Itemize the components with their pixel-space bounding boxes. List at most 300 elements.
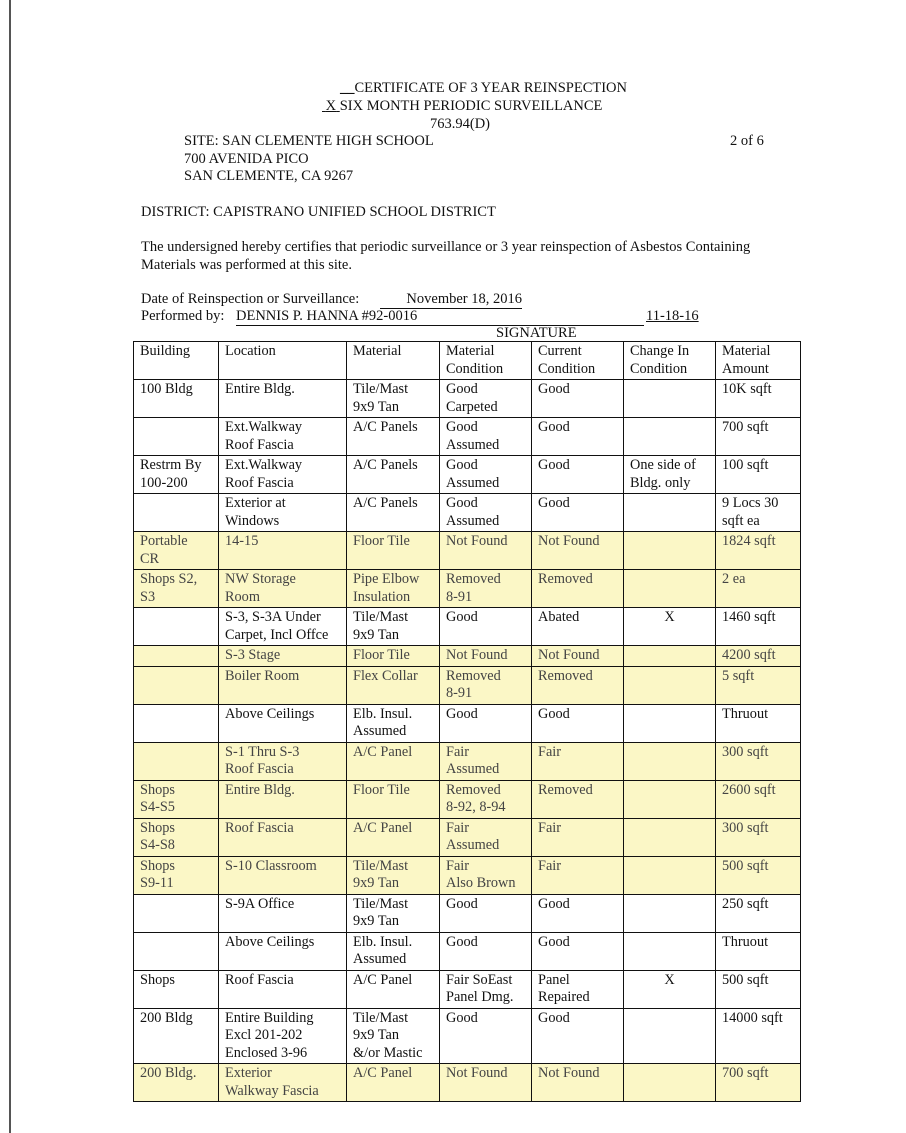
cell-building — [134, 666, 219, 704]
cell-text: Current — [538, 343, 582, 359]
cell-text: Not Found — [446, 533, 508, 549]
cell-text: Removed — [538, 667, 593, 684]
table-row — [134, 818, 801, 856]
cell-material — [347, 818, 440, 856]
certification-statement: The undersigned hereby certifies that periodic surveillance or 3 year reinspection of Asbestos Containing Materials was performed at this site. — [141, 239, 751, 273]
cell-material-condition — [440, 932, 532, 970]
column-header-change-in-condition — [624, 342, 716, 380]
cell-material — [347, 780, 440, 818]
cell-text: 4200 sqft — [722, 647, 776, 663]
cell-location — [219, 742, 347, 780]
cell-text: Fair — [446, 819, 470, 836]
cell-building — [134, 380, 219, 418]
cell-text: 100 Bldg — [140, 381, 193, 397]
table-row — [134, 646, 801, 667]
table-row — [134, 856, 801, 894]
cell-text: Good — [538, 457, 570, 473]
cell-material-amount — [716, 856, 801, 894]
cell-location — [219, 932, 347, 970]
cell-material-condition — [440, 380, 532, 418]
cell-change-in-condition — [624, 894, 716, 932]
cell-location — [219, 856, 347, 894]
cell-building — [134, 456, 219, 494]
cell-material-condition — [440, 608, 532, 646]
cell-location — [219, 494, 347, 532]
cell-text: Not Found — [538, 647, 600, 663]
cell-material — [347, 380, 440, 418]
cell-text: Tile/Mast — [353, 1009, 409, 1026]
site-address-line1: 700 AVENIDA PICO — [184, 151, 309, 167]
cell-building — [134, 570, 219, 608]
cell-material — [347, 742, 440, 780]
cell-text: Removed — [446, 571, 501, 587]
cell-text: sqft ea — [722, 512, 760, 529]
column-header-location — [219, 342, 347, 380]
cell-change-in-condition — [624, 780, 716, 818]
cell-text: Flex Collar — [353, 667, 418, 684]
performed-by-value: DENNIS P. HANNA #92-0016 — [236, 308, 644, 326]
cell-text: Removed — [446, 781, 501, 798]
cell-text: 8-92, 8-94 — [446, 799, 506, 815]
cell-text: 14000 sqft — [722, 1009, 783, 1026]
cell-text: Condition — [538, 360, 596, 377]
page-left-edge — [9, 0, 11, 1133]
cell-text: Good — [446, 495, 478, 511]
cell-text: S4-S8 — [140, 837, 175, 853]
cell-material-condition — [440, 666, 532, 704]
cell-current-condition — [532, 894, 624, 932]
cell-current-condition — [532, 646, 624, 667]
cell-material — [347, 932, 440, 970]
cell-text: Roof Fascia — [225, 819, 294, 836]
cell-building — [134, 532, 219, 570]
cell-text: Entire Bldg. — [225, 381, 295, 397]
cell-text: S-3 Stage — [225, 647, 281, 663]
cell-text: Good — [538, 381, 570, 397]
cell-change-in-condition — [624, 1008, 716, 1064]
cell-material — [347, 532, 440, 570]
table-row — [134, 608, 801, 646]
cell-text: Good — [538, 1009, 570, 1026]
cell-location — [219, 666, 347, 704]
cell-text: Thruout — [722, 705, 769, 722]
cell-text: A/C Panel — [353, 971, 413, 988]
cell-text: Ext.Walkway — [225, 457, 303, 473]
cell-text: Roof Fascia — [225, 971, 294, 988]
cell-building — [134, 780, 219, 818]
cell-building — [134, 970, 219, 1008]
cell-text: Floor Tile — [353, 533, 410, 549]
table-row — [134, 532, 801, 570]
cell-text: Roof Fascia — [225, 761, 294, 777]
cell-current-condition — [532, 666, 624, 704]
table-row — [134, 456, 801, 494]
cell-text: Roof Fascia — [225, 436, 294, 453]
cell-current-condition — [532, 856, 624, 894]
cell-change-in-condition — [624, 932, 716, 970]
cell-text: Shops — [140, 971, 175, 988]
cell-material-amount — [716, 646, 801, 667]
cell-material-condition — [440, 894, 532, 932]
cell-material-condition — [440, 1008, 532, 1064]
cell-text: 9x9 Tan — [353, 626, 399, 643]
cell-material-condition — [440, 856, 532, 894]
cell-text: S-3, S-3A Under — [225, 609, 321, 625]
page-number: 2 of 6 — [730, 133, 764, 149]
inspection-date-value: November 18, 2016 — [380, 291, 522, 309]
cell-text: Material — [722, 343, 771, 359]
cell-text: Assumed — [446, 761, 500, 777]
cell-text: Restrm By — [140, 457, 202, 473]
cell-text: Also Brown — [446, 875, 516, 891]
cell-location — [219, 780, 347, 818]
cell-building — [134, 1008, 219, 1064]
cell-material — [347, 418, 440, 456]
column-header-material — [347, 342, 440, 380]
cell-text: Entire Bldg. — [225, 781, 295, 798]
cell-material-amount — [716, 666, 801, 704]
cell-text: Shops — [140, 857, 175, 874]
cell-text: Fair — [446, 857, 470, 874]
cell-current-condition — [532, 970, 624, 1008]
cell-text: Good — [538, 933, 570, 950]
cell-material — [347, 494, 440, 532]
cell-text: Excl 201-202 — [225, 1027, 303, 1043]
cell-text: S-10 Classroom — [225, 857, 317, 874]
cell-text: 10K sqft — [722, 381, 772, 397]
cell-material-amount — [716, 570, 801, 608]
cell-material — [347, 456, 440, 494]
cell-text: 500 sqft — [722, 971, 769, 988]
cell-text: Boiler Room — [225, 667, 300, 684]
cell-material-condition — [440, 418, 532, 456]
cell-material-condition — [440, 456, 532, 494]
cell-text: 9x9 Tan — [353, 398, 399, 415]
cell-text: Entire Building — [225, 1009, 314, 1026]
cell-text: Good — [538, 495, 570, 511]
cell-building — [134, 894, 219, 932]
certificate-checkbox-blank: __ — [340, 80, 355, 96]
cell-text: Assumed — [446, 474, 500, 491]
cell-building — [134, 932, 219, 970]
cell-building — [134, 818, 219, 856]
cell-material-amount — [716, 380, 801, 418]
cell-text: 100-200 — [140, 474, 188, 491]
cell-text: Fair — [538, 819, 562, 836]
cell-text: 1460 sqft — [722, 609, 776, 625]
cell-current-condition — [532, 380, 624, 418]
table-row — [134, 380, 801, 418]
certificate-title: CERTIFICATE OF 3 YEAR REINSPECTION — [354, 80, 627, 96]
cell-text: Location — [225, 343, 276, 359]
cell-current-condition — [532, 532, 624, 570]
cell-text: Removed — [538, 781, 593, 798]
cell-text: Panel — [538, 971, 570, 988]
cell-material-condition — [440, 570, 532, 608]
cell-material — [347, 1064, 440, 1102]
cell-material-condition — [440, 646, 532, 667]
cell-text: Pipe Elbow — [353, 571, 420, 587]
cell-location — [219, 418, 347, 456]
cell-material — [347, 608, 440, 646]
cell-text: Removed — [538, 571, 593, 587]
cell-text: Thruout — [722, 933, 769, 950]
cell-text: 100 sqft — [722, 457, 769, 473]
cell-material-condition — [440, 494, 532, 532]
cell-current-condition — [532, 932, 624, 970]
surveillance-title: SIX MONTH PERIODIC SURVEILLANCE — [339, 98, 603, 114]
cell-material — [347, 704, 440, 742]
cell-material-amount — [716, 704, 801, 742]
cell-text: 9x9 Tan — [353, 913, 399, 929]
cell-text: 14-15 — [225, 533, 259, 549]
cell-change-in-condition — [624, 856, 716, 894]
cell-material-amount — [716, 742, 801, 780]
cell-text: NW Storage — [225, 571, 296, 587]
cell-text: 300 sqft — [722, 743, 769, 760]
cell-text: 8-91 — [446, 588, 473, 605]
cell-material-condition — [440, 742, 532, 780]
cell-text: A/C Panel — [353, 819, 413, 836]
cell-current-condition — [532, 1064, 624, 1102]
cell-text: Good — [446, 1009, 478, 1026]
cell-location — [219, 818, 347, 856]
cell-current-condition — [532, 742, 624, 780]
cell-text: 250 sqft — [722, 895, 769, 912]
cell-text: Panel Dmg. — [446, 989, 514, 1005]
cell-material-amount — [716, 932, 801, 970]
cell-text: Assumed — [353, 723, 407, 739]
cell-text: Fair — [538, 743, 562, 760]
cell-material — [347, 970, 440, 1008]
cell-current-condition — [532, 418, 624, 456]
cell-current-condition — [532, 818, 624, 856]
cell-current-condition — [532, 780, 624, 818]
cell-material-condition — [440, 780, 532, 818]
cell-location — [219, 646, 347, 667]
cell-text: Fair — [446, 743, 470, 760]
cell-material-amount — [716, 456, 801, 494]
cell-building — [134, 608, 219, 646]
cell-location — [219, 570, 347, 608]
cell-location — [219, 894, 347, 932]
cell-material — [347, 666, 440, 704]
cell-material — [347, 894, 440, 932]
cell-material — [347, 856, 440, 894]
table-row — [134, 570, 801, 608]
cell-text: A/C Panels — [353, 457, 418, 473]
cell-location — [219, 608, 347, 646]
cell-text: S-9A Office — [225, 895, 295, 912]
cell-change-in-condition — [624, 494, 716, 532]
cell-material-amount — [716, 1064, 801, 1102]
cell-text: Portable — [140, 533, 188, 549]
cell-building — [134, 704, 219, 742]
signature-label: SIGNATURE — [496, 325, 577, 341]
cell-location — [219, 532, 347, 570]
cell-text: 200 Bldg — [140, 1009, 193, 1026]
cell-material-amount — [716, 894, 801, 932]
cell-text: Condition — [630, 360, 688, 377]
cell-text: Fair — [538, 857, 562, 874]
cell-text: A/C Panel — [353, 743, 413, 760]
cell-text: Amount — [722, 360, 769, 377]
site-name: SITE: SAN CLEMENTE HIGH SCHOOL — [184, 133, 434, 149]
cell-material — [347, 646, 440, 667]
cell-text: Above Ceilings — [225, 705, 315, 722]
cell-location — [219, 456, 347, 494]
cell-text: 9 Locs 30 — [722, 495, 779, 511]
column-header-material-amount — [716, 342, 801, 380]
cell-text: Good — [446, 609, 478, 625]
cell-material-amount — [716, 532, 801, 570]
cell-change-in-condition — [624, 704, 716, 742]
cell-building — [134, 1064, 219, 1102]
cell-location — [219, 704, 347, 742]
cell-text: Not Found — [446, 1065, 508, 1081]
cell-change-in-condition — [624, 418, 716, 456]
cell-material-amount — [716, 608, 801, 646]
cell-text: Good — [446, 457, 478, 473]
cell-text: Assumed — [446, 512, 500, 529]
cell-text: 8-91 — [446, 685, 473, 701]
cell-text: 200 Bldg. — [140, 1065, 197, 1081]
table-row — [134, 418, 801, 456]
cell-text: Change In — [630, 343, 690, 359]
signature-date: 11-18-16 — [646, 308, 699, 324]
cell-text: Assumed — [446, 837, 500, 853]
cell-material — [347, 1008, 440, 1064]
district-line: DISTRICT: CAPISTRANO UNIFIED SCHOOL DISTRICT — [141, 204, 496, 220]
cell-text: Good — [446, 419, 478, 435]
certificate-line — [340, 80, 627, 97]
cell-change-in-condition — [624, 818, 716, 856]
cell-text: 700 sqft — [722, 419, 769, 435]
cell-text: Carpeted — [446, 398, 498, 415]
cell-text: Enclosed 3-96 — [225, 1044, 308, 1061]
cell-material-amount — [716, 818, 801, 856]
cell-current-condition — [532, 456, 624, 494]
cell-change-in-condition — [624, 646, 716, 667]
cell-material-condition — [440, 970, 532, 1008]
cell-location — [219, 1064, 347, 1102]
cell-change-in-condition — [624, 742, 716, 780]
cell-text: 9x9 Tan — [353, 1027, 399, 1043]
cell-change-in-condition — [624, 666, 716, 704]
table-row — [134, 932, 801, 970]
cell-location — [219, 380, 347, 418]
table-row — [134, 780, 801, 818]
cell-material-condition — [440, 532, 532, 570]
table-row — [134, 742, 801, 780]
cell-building — [134, 856, 219, 894]
cell-text: 2600 sqft — [722, 781, 776, 798]
cell-text: Assumed — [353, 951, 407, 967]
table-row — [134, 494, 801, 532]
cell-current-condition — [532, 494, 624, 532]
inspection-date-label: Date of Reinspection or Surveillance: — [141, 291, 360, 307]
cell-text: Building — [140, 343, 191, 359]
cell-text: Condition — [446, 360, 504, 377]
cell-text: Tile/Mast — [353, 857, 409, 874]
cell-text: Elb. Insul. — [353, 933, 413, 950]
cell-text: Fair SoEast — [446, 971, 513, 988]
cell-text: 500 sqft — [722, 857, 769, 874]
cell-current-condition — [532, 1008, 624, 1064]
cell-building — [134, 646, 219, 667]
cell-material-condition — [440, 704, 532, 742]
cell-text: A/C Panel — [353, 1065, 413, 1081]
cell-text: Bldg. only — [630, 474, 691, 491]
regulation-code: 763.94(D) — [430, 116, 491, 132]
cell-text: S-1 Thru S-3 — [225, 743, 300, 760]
cell-text: Not Found — [538, 1065, 600, 1081]
cell-text: Room — [225, 588, 260, 605]
cell-text: Ext.Walkway — [225, 419, 303, 435]
cell-building — [134, 742, 219, 780]
performed-by-label: Performed by: — [141, 308, 225, 324]
cell-current-condition — [532, 704, 624, 742]
cell-text: Good — [446, 705, 478, 722]
cell-text: Floor Tile — [353, 781, 410, 798]
cell-text: S3 — [140, 588, 156, 605]
site-address-line2: SAN CLEMENTE, CA 9267 — [184, 168, 354, 184]
column-header-current-condition — [532, 342, 624, 380]
table-row — [134, 704, 801, 742]
cell-text: A/C Panels — [353, 419, 418, 435]
column-header-building — [134, 342, 219, 380]
cell-text: S4-S5 — [140, 799, 175, 815]
cell-change-in-condition — [624, 1064, 716, 1102]
cell-text: Insulation — [353, 588, 411, 605]
asbestos-materials-table — [133, 341, 801, 1102]
cell-text: Tile/Mast — [353, 895, 409, 912]
cell-text: &/or Mastic — [353, 1044, 423, 1061]
cell-text: 2 ea — [722, 571, 746, 587]
cell-text: Tile/Mast — [353, 381, 409, 397]
cell-text: 300 sqft — [722, 819, 769, 836]
cell-change-in-condition — [624, 608, 716, 646]
cell-building — [134, 494, 219, 532]
cell-material-amount — [716, 970, 801, 1008]
cell-material-condition — [440, 1064, 532, 1102]
cell-change-in-condition — [624, 456, 716, 494]
cell-text: Roof Fascia — [225, 474, 294, 491]
cell-location — [219, 970, 347, 1008]
cell-text: Exterior at — [225, 495, 286, 511]
cell-text: Not Found — [446, 647, 508, 663]
column-header-material-condition — [440, 342, 532, 380]
cell-material-condition — [440, 818, 532, 856]
cell-text: Floor Tile — [353, 647, 410, 663]
cell-text: Tile/Mast — [353, 609, 409, 625]
cell-text: Exterior — [225, 1065, 272, 1081]
cell-text: Above Ceilings — [225, 933, 315, 950]
cell-text: Repaired — [538, 989, 590, 1005]
table-row — [134, 894, 801, 932]
cell-text: Good — [446, 381, 478, 397]
surveillance-check-mark: X — [325, 98, 337, 114]
cell-text: Shops — [140, 781, 175, 798]
table-row — [134, 666, 801, 704]
table-header-row — [134, 342, 801, 380]
cell-material-amount — [716, 780, 801, 818]
cell-text: Good — [446, 895, 478, 912]
cell-text: 1824 sqft — [722, 533, 776, 549]
cell-text: Not Found — [538, 533, 600, 549]
cell-text: Carpet, Incl Offce — [225, 626, 329, 643]
cell-text: Good — [538, 705, 570, 722]
